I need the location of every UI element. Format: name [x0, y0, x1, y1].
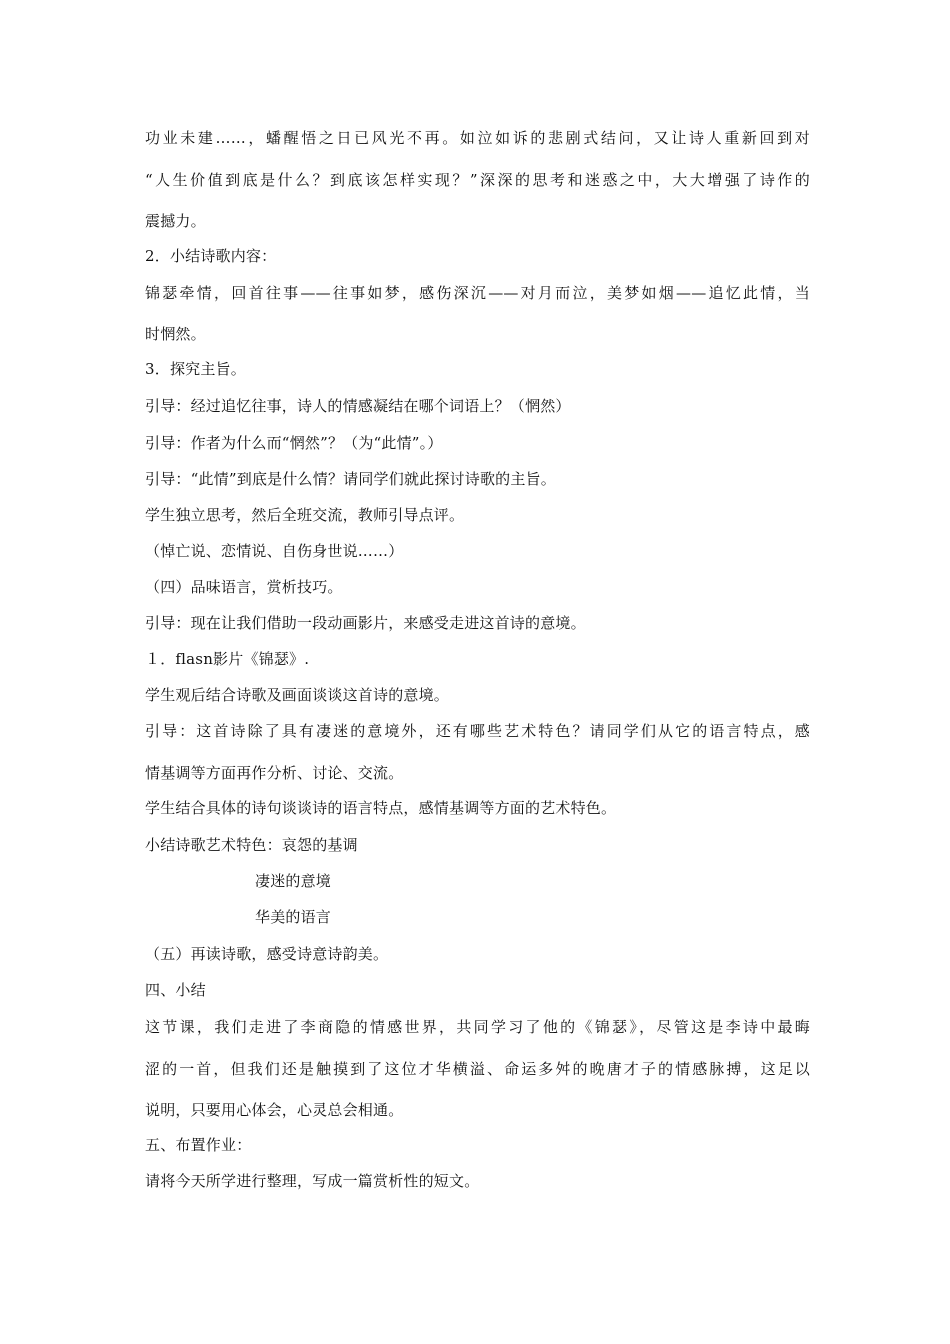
text-line: 说明，只要用心体会，心灵总会相通。 — [145, 1101, 404, 1119]
text-line: 引导：“此情”到底是什么情？请同学们就此探讨诗歌的主旨。 — [145, 470, 556, 488]
text-line: 凄迷的意境 — [255, 872, 332, 890]
text-line: “人生价值到底是什么？到底该怎样实现？”深深的思考和迷惑之中，大大增强了诗作的 — [145, 171, 810, 189]
text-line: 引导：现在让我们借助一段动画影片，来感受走进这首诗的意境。 — [145, 614, 586, 632]
text-line: 学生独立思考，然后全班交流，教师引导点评。 — [145, 506, 465, 524]
text-line: 震撼力。 — [145, 212, 206, 230]
section-heading: （四）品味语言，赏析技巧。 — [145, 578, 343, 596]
text-line: 时惘然。 — [145, 325, 206, 343]
text-line: 锦瑟牵情，回首往事——往事如梦，感伤深沉——对月而泣，美梦如烟——追忆此情，当 — [145, 284, 810, 302]
text-line: 引导：作者为什么而“惘然”？（为“此情”。） — [145, 434, 443, 452]
text-line: 学生观后结合诗歌及画面谈谈这首诗的意境。 — [145, 686, 450, 704]
text-line: 情基调等方面再作分析、讨论、交流。 — [145, 764, 404, 782]
text-line: 功业未建……，蟠醒悟之日已风光不再。如泣如诉的悲剧式结问，又让诗人重新回到对 — [145, 129, 810, 147]
section-heading: 五、布置作业： — [145, 1136, 252, 1154]
text-line: 涩的一首，但我们还是触摸到了这位才华横溢、命运多舛的晚唐才子的情感脉搏，这足以 — [145, 1060, 810, 1078]
text-line: 小结诗歌艺术特色：哀怨的基调 — [145, 836, 358, 854]
text-line: 学生结合具体的诗句谈谈诗的语言特点，感情基调等方面的艺术特色。 — [145, 799, 617, 817]
section-heading: 四、小结 — [145, 981, 206, 999]
section-heading: 2．小结诗歌内容： — [145, 247, 277, 265]
text-line: （悼亡说、恋情说、自伤身世说……） — [145, 542, 404, 560]
text-line: 请将今天所学进行整理，写成一篇赏析性的短文。 — [145, 1172, 480, 1190]
section-heading: 3．探究主旨。 — [145, 360, 246, 378]
section-heading: （五）再读诗歌，感受诗意诗韵美。 — [145, 945, 389, 963]
text-line: １．flasn影片《锦瑟》. — [145, 650, 310, 668]
text-line: 引导：经过追忆往事，诗人的情感凝结在哪个词语上？（惘然） — [145, 397, 571, 415]
text-line: 这节课，我们走进了李商隐的情感世界，共同学习了他的《锦瑟》，尽管这是李诗中最晦 — [145, 1018, 810, 1036]
text-line: 华美的语言 — [255, 908, 332, 926]
text-line: 引导：这首诗除了具有凄迷的意境外，还有哪些艺术特色？请同学们从它的语言特点，感 — [145, 722, 810, 740]
